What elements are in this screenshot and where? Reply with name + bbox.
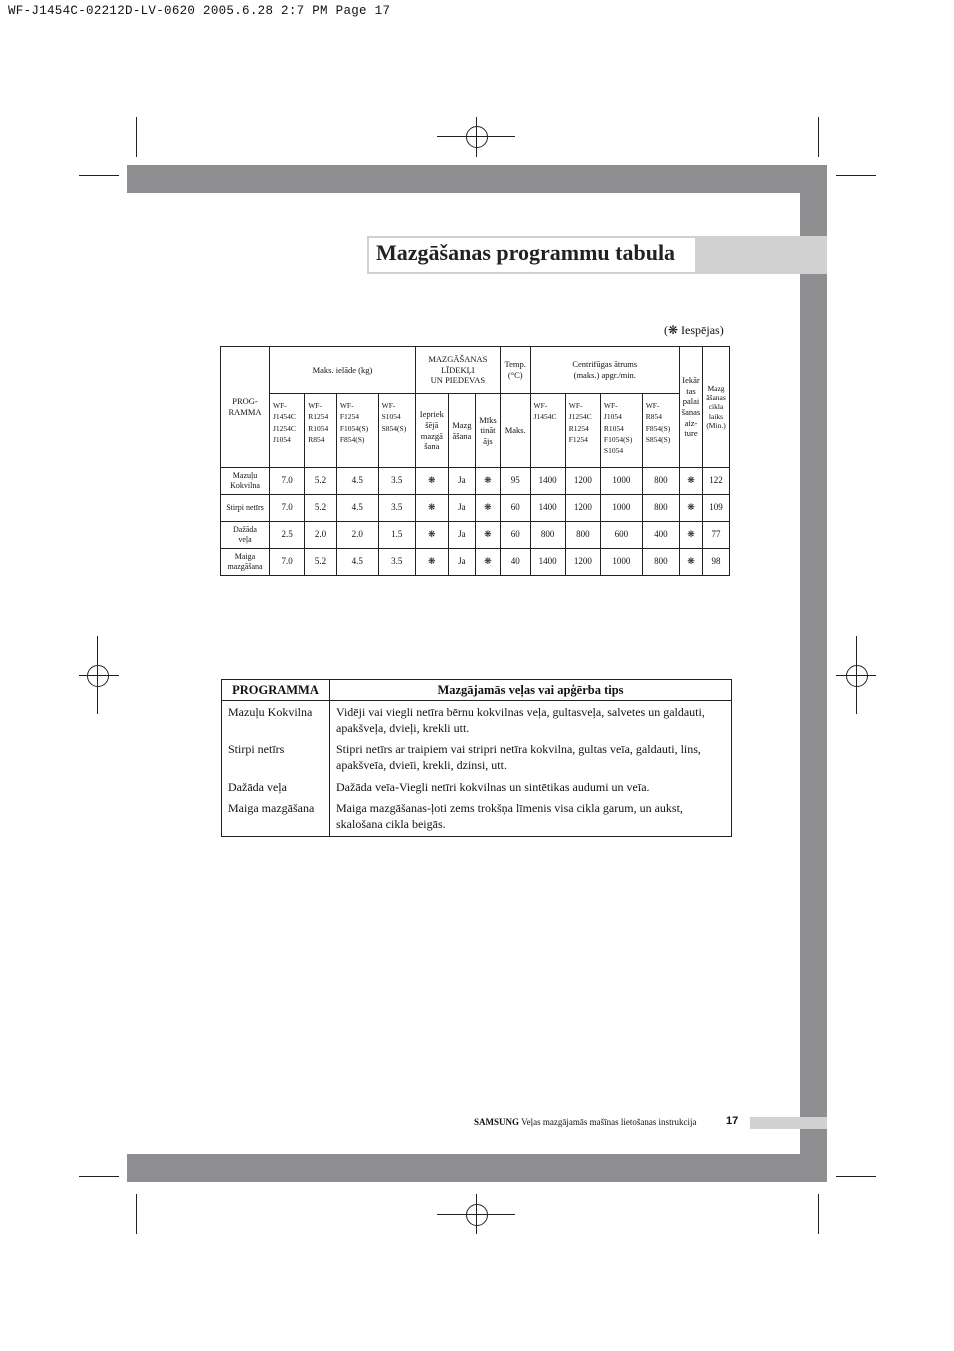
load-cell: 1.5 [378,522,415,549]
table-row [221,468,730,495]
load-cell: 4.5 [336,549,378,576]
spin-cell: 600 [600,522,642,549]
detergent-col: Mīks tināt ājs [475,394,500,468]
description-table [221,679,732,837]
load-cell: 3.5 [378,468,415,495]
time-cell: 98 [703,549,730,576]
row-name: Mazuļu Kokvilna [221,468,270,495]
load-cell: 2.0 [336,522,378,549]
row-name: Stirpi netīrs [221,495,270,522]
load-cell: 5.2 [305,495,337,522]
print-slug: WF-J1454C-02212D-LV-0620 2005.6.28 2:7 PM Page 17 [8,4,391,18]
spin-model: WF- R854 F854(S) S854(S) [642,394,679,468]
spin-cell: 800 [530,522,565,549]
spin-cell: 800 [642,495,679,522]
load-cell: 2.5 [270,522,305,549]
programma-header: PROGRAMMA [222,680,330,701]
spin-cell: 800 [565,522,600,549]
delay-cell: ❋ [680,549,703,576]
spin-model: WF- J1254C R1254 F1254 [565,394,600,468]
delay-cell: ❋ [680,468,703,495]
load-cell: 3.5 [378,495,415,522]
temp-cell: 60 [500,495,530,522]
delay-cell: ❋ [680,495,703,522]
detergent-cell: ❋ [415,522,448,549]
detergent-cell: ❋ [475,468,500,495]
spin-model: WF- J1054 R1054 F1054(S) S1054 [600,394,642,468]
prog-header: PROG- RAMMA [221,347,270,468]
load-cell: 3.5 [378,549,415,576]
detergent-cell: Ja [448,549,475,576]
program-description: Stipri netīrs ar traipiem vai stripri netīra kokvilna, gultas veīa, galdauti, lins, apakšveīa, dvieīi, krekli, dzinsi, utt. [330,742,732,779]
delay-cell: ❋ [680,522,703,549]
footer-brand: SAMSUNG [474,1117,520,1127]
load-cell: 5.2 [305,549,337,576]
table-row [221,495,730,522]
detergent-cell: ❋ [415,495,448,522]
type-header: Mazgājamās veļas vai apģērba tips [330,680,732,701]
spin-cell: 1200 [565,549,600,576]
list-item [222,780,732,802]
footer-text [474,1117,697,1127]
program-name: Stirpi netīrs [222,742,330,779]
load-cell: 4.5 [336,495,378,522]
top-bar [127,165,827,193]
program-description: Vidēji vai viegli netīra bērnu kokvilnas veļa, gultasveļa, salvetes un galdauti, apakšveļa, dvieļi, krekli utt. [330,701,732,743]
program-description: Maiga mazgāšanas-ļoti zems trokšņa līmenis visa cikla garum, un aukst, skalošana cikla beigās. [330,801,732,837]
page-number: 17 [726,1115,739,1127]
temp-header: Temp. (°C) [500,347,530,394]
load-model: WF- J1454C J1254C J1054 [270,394,305,468]
footer-caption: Veļas mazgājamās mašīnas lietošanas instrukcija [519,1117,697,1127]
load-cell: 4.5 [336,468,378,495]
spin-cell: 800 [642,468,679,495]
detergent-col: Mazg āšana [448,394,475,468]
detergent-col: Iepriek šējā mazgā šana [415,394,448,468]
spin-cell: 1400 [530,468,565,495]
detergent-cell: Ja [448,522,475,549]
spin-cell: 1200 [565,495,600,522]
table-row [221,522,730,549]
delay-header: Iekār tas palai šanas aiz- ture [680,347,703,468]
temp-cell: 40 [500,549,530,576]
page-title: Mazgāšanas programmu tabula [376,240,676,265]
list-item [222,801,732,837]
detergent-cell: ❋ [475,522,500,549]
load-cell: 7.0 [270,549,305,576]
options-note: (❋ Iespējas) [664,323,724,337]
spin-cell: 1000 [600,549,642,576]
detergent-cell: ❋ [475,549,500,576]
spin-cell: 1200 [565,468,600,495]
load-cell: 7.0 [270,468,305,495]
load-cell: 7.0 [270,495,305,522]
load-model: WF- S1054 S854(S) [378,394,415,468]
load-cell: 2.0 [305,522,337,549]
spin-cell: 1400 [530,495,565,522]
temp-cell: 95 [500,468,530,495]
time-cell: 122 [703,468,730,495]
detergent-cell: Ja [448,468,475,495]
page-number-bar [750,1117,827,1129]
detergent-cell: Ja [448,495,475,522]
detergent-cell: ❋ [475,495,500,522]
program-name: Maiga mazgāšana [222,801,330,837]
time-cell: 77 [703,522,730,549]
load-cell: 5.2 [305,468,337,495]
load-header: Maks. ielāde (kg) [270,347,416,394]
spin-model: WF- J1454C [530,394,565,468]
row-name: Dažāda veļa [221,522,270,549]
detergent-cell: ❋ [415,468,448,495]
spin-cell: 400 [642,522,679,549]
spin-cell: 1000 [600,468,642,495]
spin-cell: 1000 [600,495,642,522]
program-name: Mazuļu Kokvilna [222,701,330,743]
program-table [220,346,730,576]
table-row [221,549,730,576]
duration-header: Mazg āšanas cikla laiks (Min.) [703,347,730,468]
load-model: WF- F1254 F1054(S) F854(S) [336,394,378,468]
temp-cell: 60 [500,522,530,549]
time-cell: 109 [703,495,730,522]
right-bar [800,165,827,1182]
detergent-header: MAZGĀŠANAS LĪDEKĻI UN PIEDEVAS [415,347,500,394]
list-item [222,742,732,779]
spin-header: Centrifūgas ātrums (maks.) apgr./min. [530,347,679,394]
spin-cell: 800 [642,549,679,576]
program-description: Dažāda veīa-Viegli netīri kokvilnas un sintētikas audumi un veīa. [330,780,732,802]
program-name: Dažāda veļa [222,780,330,802]
row-name: Maiga mazgāšana [221,549,270,576]
detergent-cell: ❋ [415,549,448,576]
spin-cell: 1400 [530,549,565,576]
load-model: WF- R1254 R1054 R854 [305,394,337,468]
bottom-bar [127,1154,827,1182]
temp-col: Maks. [500,394,530,468]
list-item [222,701,732,743]
